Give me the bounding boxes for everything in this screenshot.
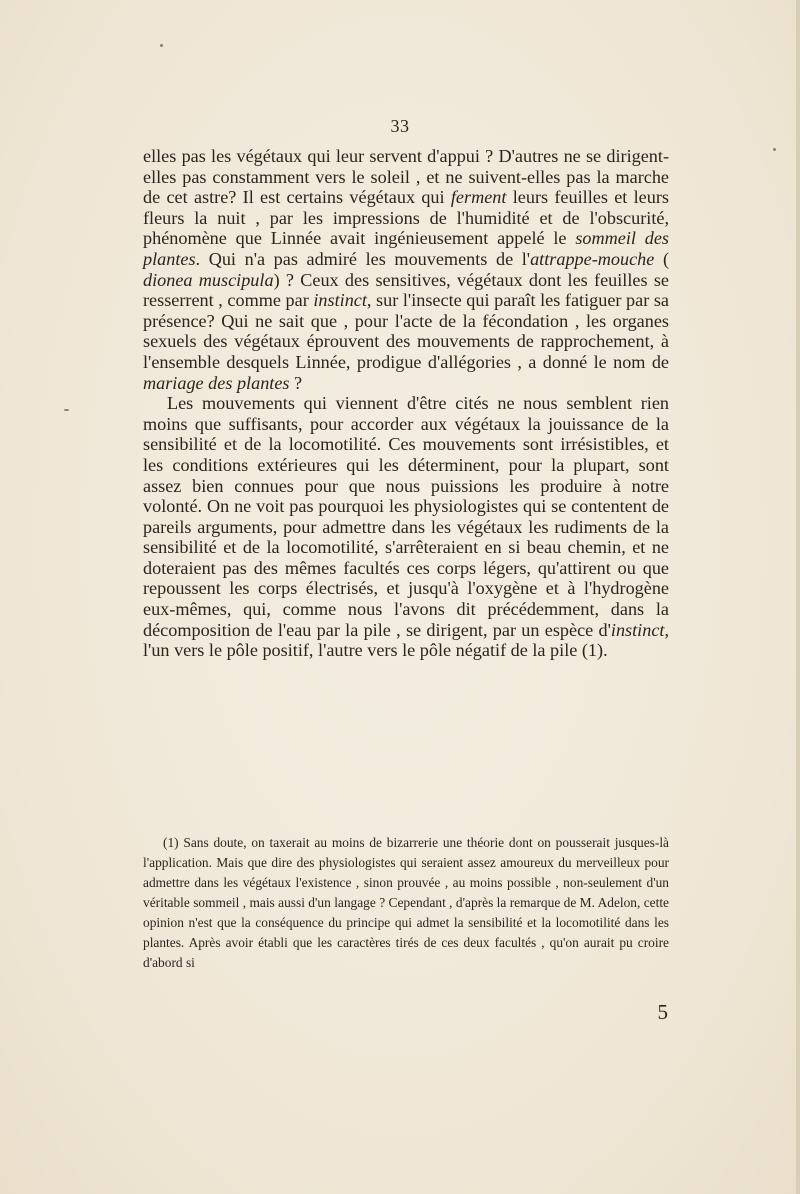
paper-speck	[64, 409, 69, 411]
paragraph-2: Les mouvements qui viennent d'être cités ne nous semblent rien moins que suffisants, pour accorder aux végétaux la jouissance de la sensibilité et de la locomotilité. Ces mouvements sont irrésistibles, et les conditions extérieures qui les déterminent, pour la plupart, sont assez bien connues pour que nous puissions les produire à notre volonté. On ne voit pas pourquoi les physiologistes qui se contentent de pareils arguments, pour admettre dans les végétaux les rudiments de la sensibilité et de la locomotilité, s'arrêteraient en si beau chemin, et ne doteraient pas des mêmes facultés ces corps légers, qu'attirent ou que repoussent les corps électrisés, et jusqu'à l'oxygène et à l'hydrogène eux-mêmes, qui, comme nous l'avons dit précédemment, dans la décomposition de l'eau par la pile , se dirigent, par un espèce d'instinct, l'un vers le pôle positif, l'autre vers le pôle négatif de la pile (1).	[143, 393, 669, 661]
paper-speck	[773, 148, 776, 151]
page-edge	[796, 0, 800, 1194]
paper-speck	[160, 44, 163, 47]
footnote: (1) Sans doute, on taxerait au moins de bizarrerie une théorie dont on pousserait jusques-là l'application. Mais que dire des physiologistes qui seraient assez amoureux du merveilleux pour admettre dans les végétaux l'existence , sinon prouvée , au moins possible , non-seulement d'un véritable sommeil , mais aussi d'un langage ? Cependant , d'après la remarque de M. Adelon, cette opinion n'est que la conséquence du principe qui admet la sensibilité et la locomotilité dans les plantes. Après avoir établi que les caractères tirés de ces deux facultés , qu'on aurait pu croire d'abord si	[143, 835, 669, 970]
paragraph-1: elles pas les végétaux qui leur servent d'appui ? D'autres ne se dirigent-elles pas constamment vers le soleil , et ne suivent-elles pas la marche de cet astre? Il est certains végétaux qui ferment leurs feuilles et leurs fleurs la nuit , par les impressions de l'humidité et de l'obscurité, phénomène que Linnée avait ingénieusement appelé le sommeil des plantes. Qui n'a pas admiré les mouvements de l'attrappe-mouche ( dionea muscipula) ? Ceux des sensitives, végétaux dont les feuilles se resserrent , comme par instinct, sur l'insecte qui paraît les fatiguer par sa présence? Qui ne sait que , pour l'acte de la fécondation , les organes sexuels des végétaux éprouvent des mouvements de rapprochement, à l'ensemble desquels Linnée, prodigue d'allégories , a donné le nom de mariage des plantes ?	[143, 146, 670, 393]
page-number: 33	[390, 116, 410, 136]
signature-mark: 5	[657, 1000, 668, 1024]
main-text	[143, 146, 669, 661]
